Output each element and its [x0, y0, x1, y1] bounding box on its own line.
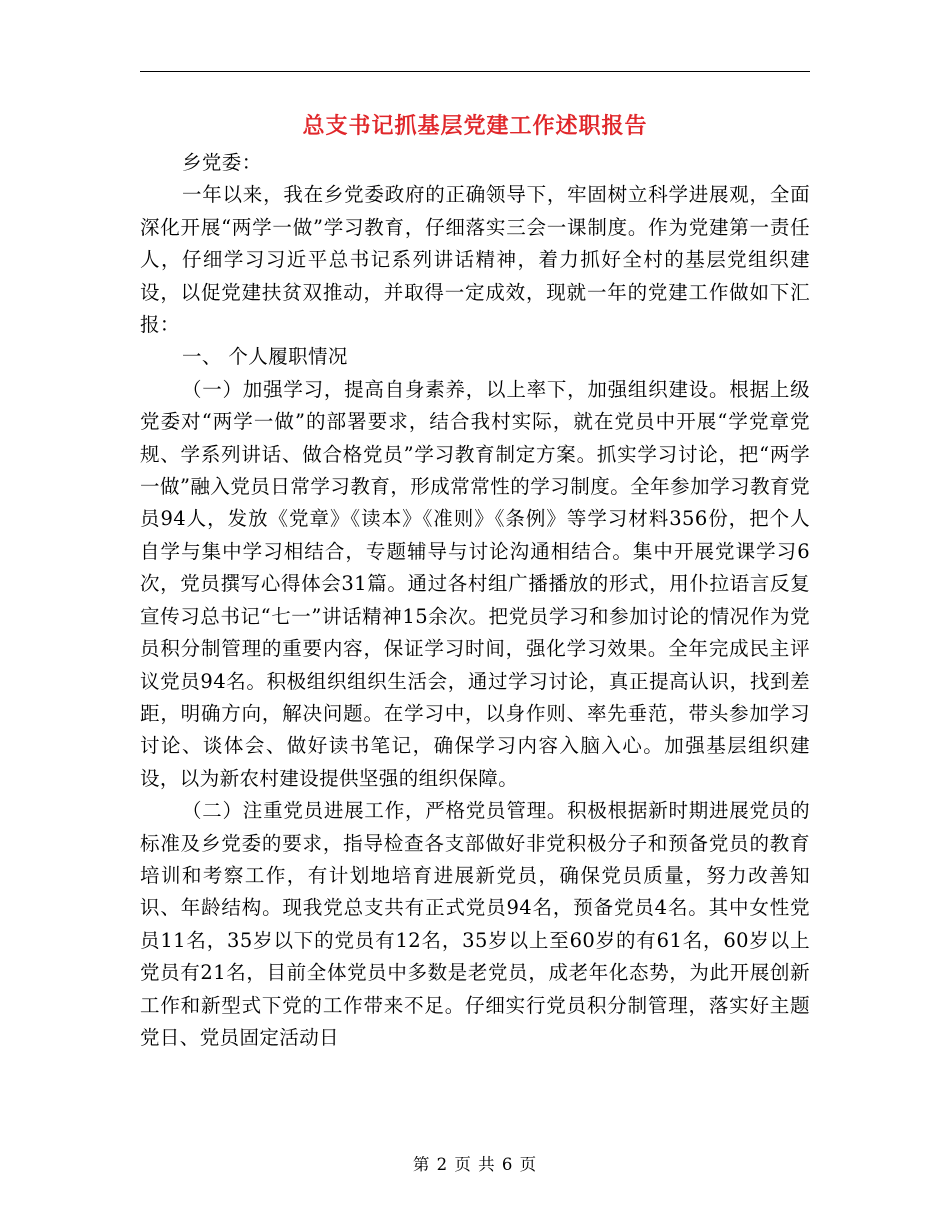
document-title: 总支书记抓基层党建工作述职报告	[302, 113, 648, 139]
paragraph-membership: （二）注重党员进展工作，严格党员管理。积极根据新时期进展党员的标准及乡党委的要求，指导检查各支部做好非党积极分子和预备党员的教育培训和考察工作，有计划地培育进展新党员，确保党员质量，努力改善知识、年龄结构。现我党总支共有正式党员94名，预备党员4名。其中女性党员11名，35岁以下的党员有12名，35岁以上至60岁的有61名，60岁以上党员有21名，目前全体党员中多数是老党员，成老年化态势，为此开展创新工作和新型式下党的工作带来不足。仔细实行党员积分制管理，落实好主题党日、党员固定活动日	[140, 799, 810, 1049]
document-body	[140, 147, 810, 1054]
paragraph-study: （一）加强学习，提高自身素养，以上率下，加强组织建设。根据上级党委对“两学一做”的部署要求，结合我村实际，就在党员中开展“学党章党规、学系列讲话、做合格党员”学习教育制定方案。抓实学习讨论，把“两学一做”融入党员日常学习教育，形成常常性的学习制度。全年参加学习教育党员94人，发放《党章》《读本》《准则》《条例》等学习材料356份，把个人自学与集中学习相结合，专题辅导与讨论沟通相结合。集中开展党课学习6次，党员撰写心得体会31篇。通过各村组广播播放的形式，用仆拉语言反复宣传习总书记“七一”讲话精神15余次。把党员学习和参加讨论的情况作为党员积分制管理的重要内容，保证学习时间，强化学习效果。全年完成民主评议党员94名。积极组织组织生活会，通过学习讨论，真正提高认识，找到差距，明确方向，解决问题。在学习中，以身作则、率先垂范，带头参加学习讨论、谈体会、做好读书笔记，确保学习内容入脑入心。加强基层组织建设，以为新农村建设提供坚强的组织保障。	[140, 377, 810, 790]
section-heading: 一、 个人履职情况	[182, 345, 348, 369]
paragraph-intro: 一年以来，我在乡党委政府的正确领导下，牢固树立科学进展观，全面深化开展“两学一做”学习教育，仔细落实三会一课制度。作为党建第一责任人，仔细学习习近平总书记系列讲话精神，着力抓好全村的基层党组织建设，以促党建扶贫双推动，并取得一定成效，现就一年的党建工作做如下汇报：	[140, 183, 810, 337]
header-rule	[140, 71, 810, 72]
salutation: 乡党委：	[182, 151, 262, 174]
page-number: 第 2 页 共 6 页	[412, 1155, 538, 1174]
